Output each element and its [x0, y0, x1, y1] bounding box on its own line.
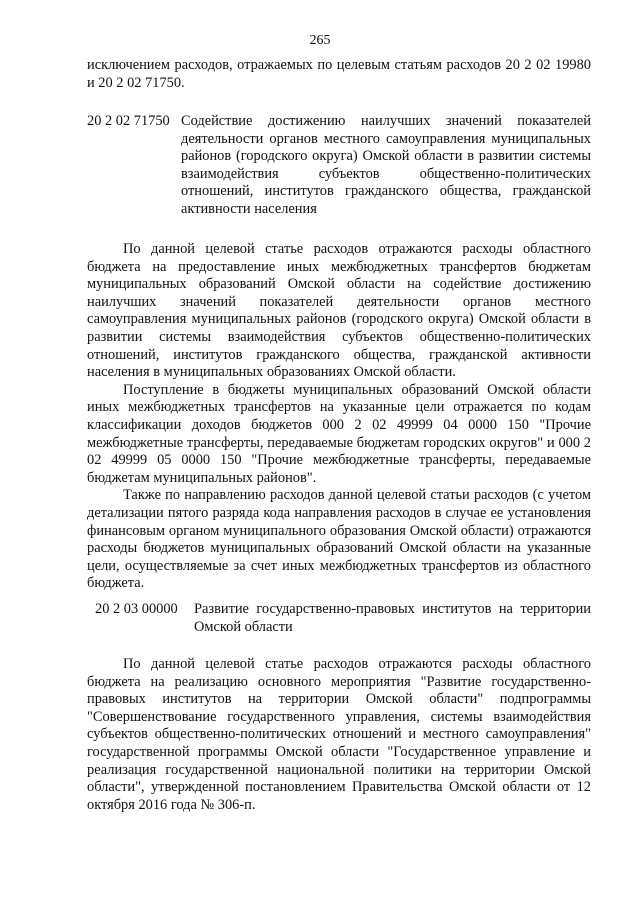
description-paragraph: По данной целевой статье расходов отражаются расходы областного бюджета на предоставление иных межбюджетных трансфертов бюджетам муниципальных образований Омской области на содействие достижению наилучших значений показателей деятельности органов местного самоуправления муниципальных районов (городского округа) Омской области в развитии системы взаимодействия субъектов общественно-политических отношений, институтов гражданского общества, гражданской активности населения в муниципальных образованиях Омской области. — [87, 241, 591, 381]
intro-paragraph-block — [87, 57, 591, 92]
entry-20-2-02-71750-description — [87, 241, 591, 593]
entry-20-2-03-00000-description — [87, 656, 591, 814]
description-paragraph: Также по направлению расходов данной целевой статьи расходов (с учетом детализации пятого разряда кода направления расходов в случае ее установления финансовым органом муниципального образования Омской области) отражаются расходы бюджетов муниципальных образований Омской области на указанные цели, осуществляемые за счет иных межбюджетных трансфертов из областного бюджета. — [87, 487, 591, 592]
description-paragraph: По данной целевой статье расходов отражаются расходы областного бюджета на реализацию основного мероприятия "Развитие государственно-правовых институтов на территории Омской области" подпрограммы "Совершенствование государственного управления, системы взаимодействия субъектов общественно-политических отношений и местного самоуправления" государственной программы Омской области "Государственное управление и реализация государственной национальной политики на территории Омской области", утвержденной постановлением Правительства Омской области от 12 октября 2016 года № 306-п. — [87, 656, 591, 813]
entry-title: Развитие государственно-правовых институтов на территории Омской области — [194, 601, 591, 635]
entry-code: 20 2 03 00000 — [95, 601, 178, 617]
description-paragraph: Поступление в бюджеты муниципальных образований Омской области иных межбюджетных трансфертов на указанные цели отражается по кодам классификации доходов бюджетов 000 2 02 49999 04 0000 150 "Прочие межбюджетные трансферты, передаваемые бюджетам городских округов" и 000 2 02 49999 05 0000 150 "Прочие межбюджетные трансферты, передаваемые бюджетам муниципальных районов". — [87, 381, 591, 486]
entry-title: Содействие достижению наилучших значений показателей деятельности органов местного самоуправления муниципальных районов (городского округа) Омской области в развитии системы взаимодействия субъектов общественно-политических отношений, институтов гражданского общества, гражданской активности населения — [181, 113, 591, 217]
entry-20-2-02-71750 — [87, 113, 591, 221]
entry-code: 20 2 02 71750 — [87, 113, 170, 129]
page-number: 265 — [309, 33, 331, 48]
entry-20-2-03-00000 — [95, 601, 591, 637]
intro-paragraph: исключением расходов, отражаемых по целевым статьям расходов 20 2 02 19980 и 20 2 02 71750. — [87, 57, 591, 91]
